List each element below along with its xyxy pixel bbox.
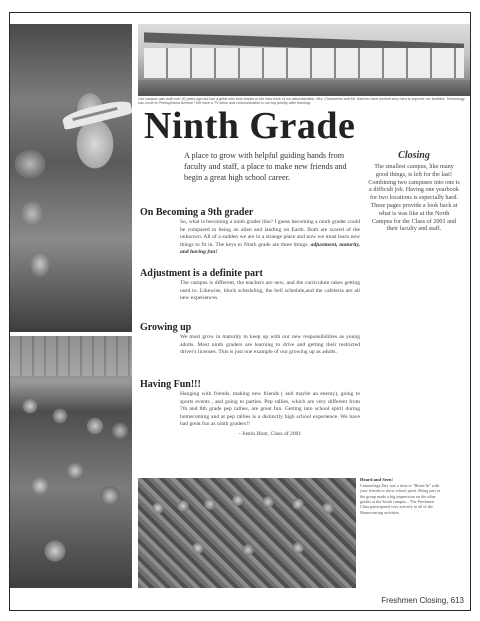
section-emphasis: adjustment, maturity, and having fun!	[180, 241, 361, 256]
intro-paragraph: A place to grow with helpful guiding hands from faculty and staff, a place to make new friends and begin a great high school career.	[184, 151, 347, 182]
section-becoming-9th-grader	[140, 207, 360, 257]
gym-ceiling-shape	[10, 336, 132, 376]
student-with-visor-photo	[10, 24, 132, 332]
section-body-text: So, what is becoming a ninth grader like? I guess becoming a ninth grader could be compared to being an alien and landing on Earth. Both are scared of the unknown. All of a sudden we are in a strange place and now we must learn new things to fit in. The keys to Ninth grade are three things:	[180, 219, 360, 248]
author-attribution: - Justin Hunt, Class of 2001	[238, 430, 302, 437]
section-heading: On Becoming a 9th grader	[140, 207, 254, 218]
section-having-fun	[140, 379, 360, 439]
pep-rally-crowd-photo	[10, 336, 132, 588]
heard-and-seen-heading: Heard and Seen!	[360, 477, 393, 482]
campus-building-photo	[138, 24, 470, 96]
section-heading: Growing up	[140, 322, 192, 333]
page-folio: Freshmen Closing, 613	[381, 596, 464, 605]
section-body	[180, 391, 360, 439]
section-body-text: Hanging with friends, making new friends ( and maybe an enemy), going to sports events , and going to parties. Pep rallies, which are very different from 7th and 8th grade pep rallies, are great fun. Getting into school spirit during homecoming and at pep rallies is a distinctly high school experience. We have had great fun as ninth graders!!	[180, 391, 360, 428]
heard-and-seen-caption	[360, 477, 444, 515]
section-heading: Adjustment is a definite part	[140, 268, 263, 279]
section-adjustment	[140, 268, 360, 303]
camouflage-day-group-photo	[138, 478, 356, 588]
campus-photo-caption: Our campus was built over 30 years ago but has a great new look thanks to the hard work of our administration, Mrs. Chamberlin and Mr. Hatcher have worked very hard to improve our facilities. Technology has come to Pennsylvania Avenue ! We have a TV show and communication is our top priority after learning.	[138, 97, 465, 106]
visor-cap-shape	[61, 98, 132, 130]
section-body: The campus is different, the teachers are new, and the curriculum takes getting used to. Likewise, block scheduling, the bell schedule,and the cafeteria are all new experiences.	[180, 280, 360, 302]
parking-lot-shape	[138, 80, 470, 96]
page-title: Ninth Grade	[144, 105, 356, 147]
section-growing-up	[140, 322, 360, 357]
closing-body: The smallest campus, like many good things, is left for the last! Combining two campuses into one is a difficult job. Having one yearbook for two locations is especially hard. These pages provide a look back at what is was like at the North Campus for the Class of 2001 and their faculty and staff.	[368, 163, 460, 233]
heard-and-seen-body: Camouflage Day was a time to "Blend In" with your friends to show school spirit. Being part of the group made a big impression on the other grades at the South campus... The Freshmen Class participated very actively in all of the Homecoming activities.	[360, 482, 441, 515]
closing-heading: Closing	[398, 150, 430, 161]
section-body	[180, 219, 360, 257]
section-heading: Having Fun!!!	[140, 379, 201, 390]
closing-sidebar	[368, 150, 460, 233]
building-facade-shape	[144, 48, 464, 78]
section-body: We must grow in maturity to keep up with our new responsibilities as young adults. Most ninth graders are learning to drive and getting their restricted driver's licenses. This is just one example of our growing up as adults.	[180, 334, 360, 356]
